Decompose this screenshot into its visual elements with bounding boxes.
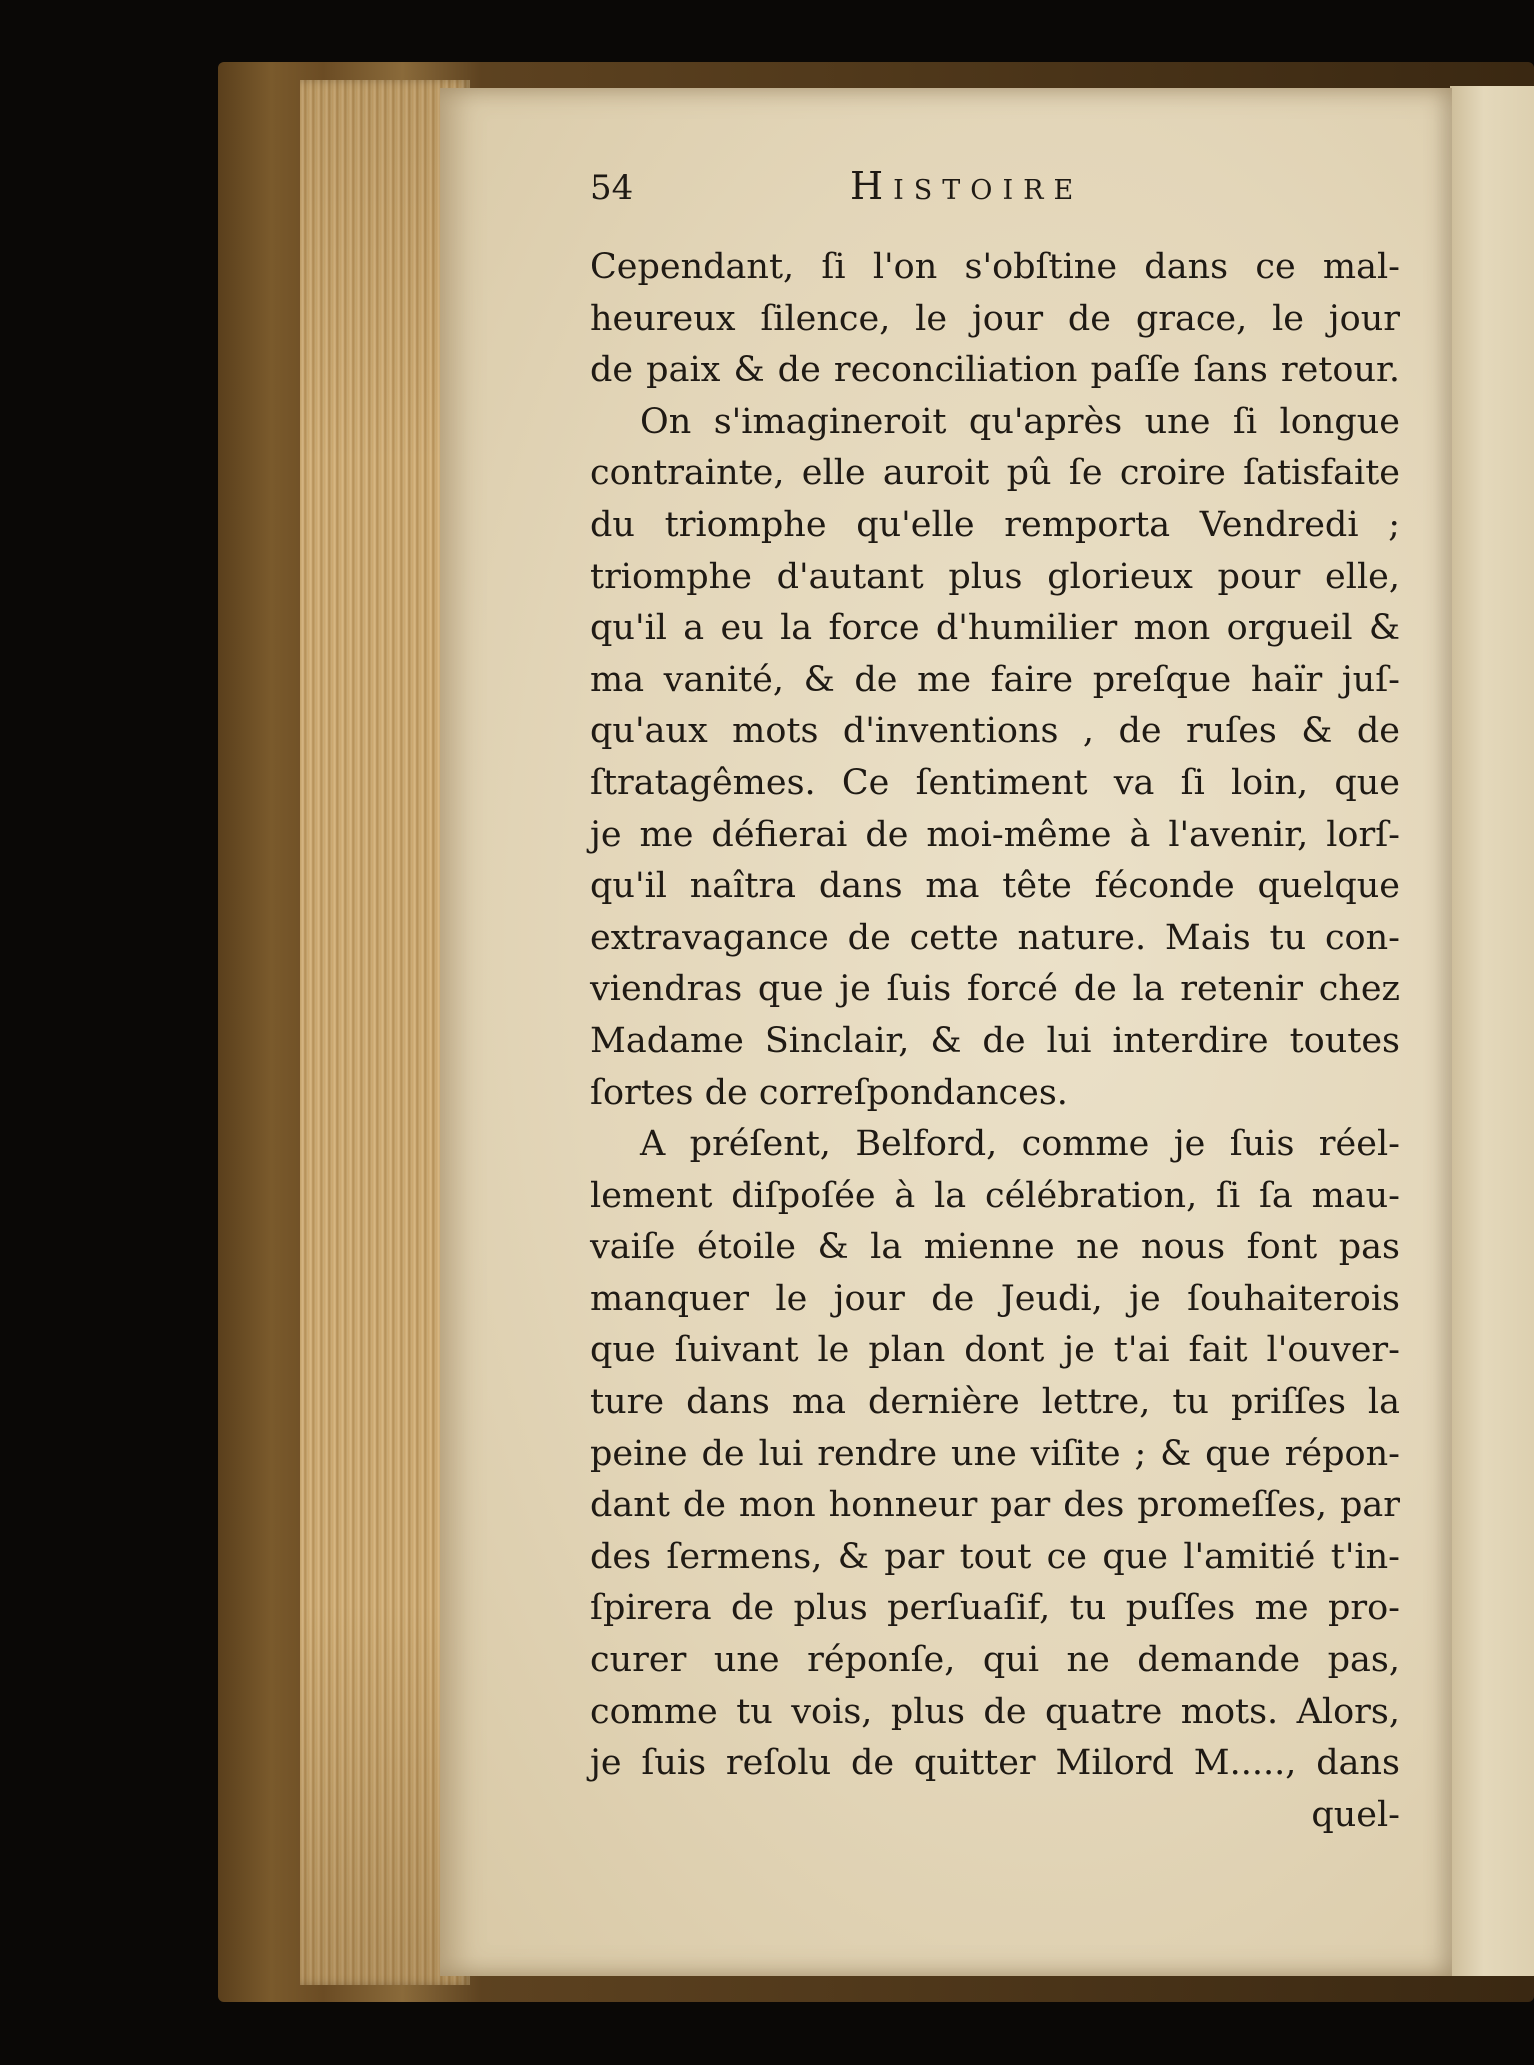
text-line: peine de lui rendre une viſite ; & que répon- — [590, 1433, 1400, 1474]
text-line: ture dans ma dernière lettre, tu priſſes la — [590, 1382, 1400, 1423]
text-line: du triomphe qu'elle remporta Vendredi ; — [590, 504, 1400, 545]
text-line: je me défierai de moi-même à l'avenir, lorſ- — [590, 814, 1400, 855]
text-line: je ſuis reſolu de quitter Milord M....., dans — [590, 1743, 1400, 1784]
text-line: des ſermens, & par tout ce que l'amitié t'in- — [590, 1536, 1400, 1577]
text-line: qu'aux mots d'inventions , de ruſes & de — [590, 711, 1400, 752]
text-line: vaiſe étoile & la mienne ne nous font pas — [590, 1227, 1400, 1268]
text-line: contrainte, elle auroit pû ſe croire ſatisfaite — [590, 453, 1400, 494]
text-line: comme tu vois, plus de quatre mots. Alors, — [590, 1691, 1400, 1732]
page-header — [590, 164, 1145, 220]
text-line: que ſuivant le plan dont je t'ai fait l'ouver- — [590, 1330, 1400, 1371]
text-line: manquer le jour de Jeudi, je ſouhaiterois — [590, 1278, 1400, 1319]
text-line: Cependant, ſi l'on s'obſtine dans ce mal- — [590, 247, 1400, 287]
text-line: qu'il a eu la force d'humilier mon orgueil & — [590, 608, 1400, 649]
text-line: triomphe d'autant plus glorieux pour elle, — [590, 556, 1400, 597]
page-body — [590, 242, 1400, 1841]
text-line: ſpirera de plus perſuaſif, tu puſſes me pro- — [590, 1588, 1400, 1629]
text-line: lement diſpoſée à la célébration, ſi ſa mau- — [590, 1175, 1400, 1216]
text-line: de paix & de reconciliation paſſe ſans retour. — [590, 350, 1400, 391]
text-line: ſtratagêmes. Ce ſentiment va ſi loin, que — [590, 762, 1400, 803]
text-line: On s'imagineroit qu'après une ſi longue — [640, 401, 1400, 442]
text-line: dant de mon honneur par des promeſſes, par — [590, 1485, 1400, 1526]
text-line: ſortes de correſpondances. — [590, 1072, 1068, 1113]
text-line: ma vanité, & de me faire preſque haïr juſ- — [590, 659, 1400, 700]
page-number: 54 — [590, 168, 634, 208]
text-line: curer une réponſe, qui ne demande pas, — [590, 1640, 1400, 1681]
text-line: qu'il naîtra dans ma tête féconde quelque — [590, 866, 1400, 907]
text-line: heureux ſilence, le jour de grace, le jour — [590, 298, 1400, 339]
text-line: Madame Sinclair, & de lui interdire toutes — [590, 1020, 1400, 1061]
facing-page-edge — [1450, 86, 1534, 1976]
text-line: extravagance de cette nature. Mais tu con- — [590, 917, 1400, 958]
running-head: Histoire — [850, 164, 1084, 208]
text-line: viendras que je ſuis forcé de la retenir chez — [590, 969, 1400, 1010]
catchword: quel- — [1311, 1794, 1400, 1835]
text-line: A préſent, Belford, comme je ſuis réel- — [640, 1124, 1400, 1165]
